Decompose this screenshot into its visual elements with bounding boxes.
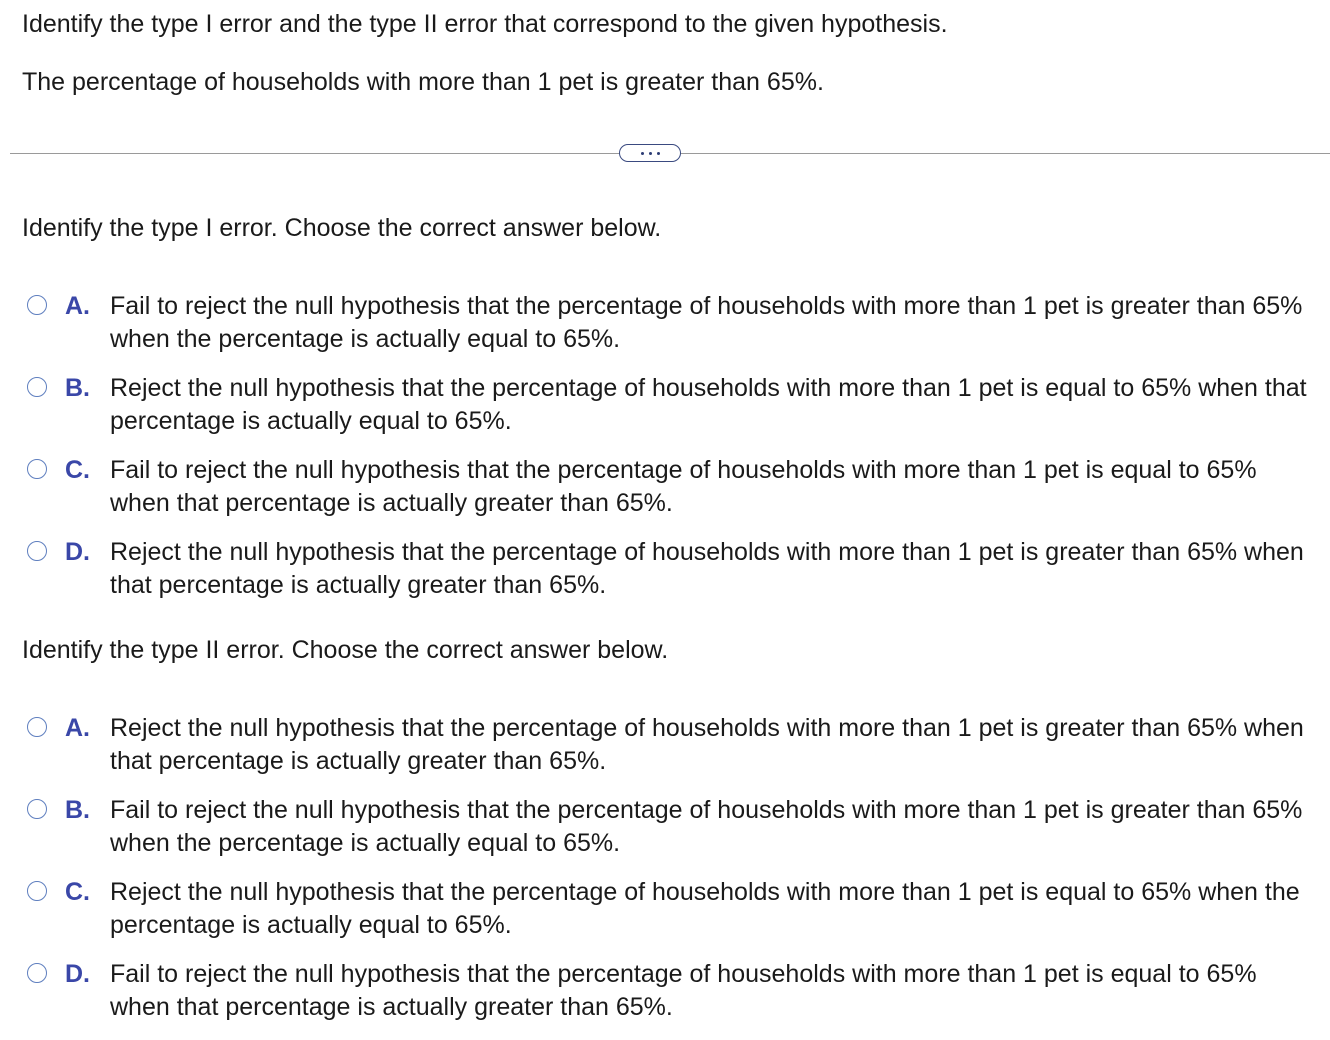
- radio-button[interactable]: [27, 963, 47, 983]
- option-letter: A.: [65, 292, 90, 320]
- type-2-question: Identify the type II error. Choose the correct answer below.: [22, 636, 669, 664]
- option-text[interactable]: Fail to reject the null hypothesis that the percentage of households with more than 1 pet is equal to 65% when that percentage is actually greater than 65%.: [110, 456, 1257, 517]
- radio-button[interactable]: [27, 459, 47, 479]
- radio-button[interactable]: [27, 881, 47, 901]
- radio-button[interactable]: [27, 295, 47, 315]
- ellipsis-dot-icon: [657, 152, 660, 155]
- ellipsis-dot-icon: [649, 152, 652, 155]
- option-letter: C.: [65, 878, 90, 906]
- option-text[interactable]: Fail to reject the null hypothesis that the percentage of households with more than 1 pet is greater than 65% when the percentage is actually equal to 65%.: [110, 292, 1303, 353]
- question-instruction: Identify the type I error and the type II error that correspond to the given hypothesis.: [22, 10, 948, 38]
- option-letter: B.: [65, 374, 90, 402]
- option-letter: A.: [65, 714, 90, 742]
- option-letter: C.: [65, 456, 90, 484]
- hypothesis-statement: The percentage of households with more than 1 pet is greater than 65%.: [22, 68, 824, 96]
- radio-button[interactable]: [27, 377, 47, 397]
- option-letter: D.: [65, 538, 90, 566]
- option-text[interactable]: Reject the null hypothesis that the percentage of households with more than 1 pet is greater than 65% when that percentage is actually greater than 65%.: [110, 714, 1304, 775]
- option-letter: B.: [65, 796, 90, 824]
- option-text[interactable]: Reject the null hypothesis that the percentage of households with more than 1 pet is equal to 65% when the percentage is actually equal to 65%.: [110, 878, 1300, 939]
- type-1-question: Identify the type I error. Choose the correct answer below.: [22, 214, 662, 242]
- option-letter: D.: [65, 960, 90, 988]
- option-text[interactable]: Fail to reject the null hypothesis that the percentage of households with more than 1 pet is equal to 65% when that percentage is actually greater than 65%.: [110, 960, 1257, 1021]
- radio-button[interactable]: [27, 541, 47, 561]
- option-text[interactable]: Reject the null hypothesis that the percentage of households with more than 1 pet is equal to 65% when that percentage is actually equal to 65%.: [110, 374, 1307, 435]
- radio-button[interactable]: [27, 717, 47, 737]
- option-text[interactable]: Fail to reject the null hypothesis that the percentage of households with more than 1 pet is greater than 65% when the percentage is actually equal to 65%.: [110, 796, 1303, 857]
- ellipsis-dot-icon: [641, 152, 644, 155]
- more-options-button[interactable]: [619, 144, 681, 162]
- option-text[interactable]: Reject the null hypothesis that the percentage of households with more than 1 pet is greater than 65% when that percentage is actually greater than 65%.: [110, 538, 1304, 599]
- radio-button[interactable]: [27, 799, 47, 819]
